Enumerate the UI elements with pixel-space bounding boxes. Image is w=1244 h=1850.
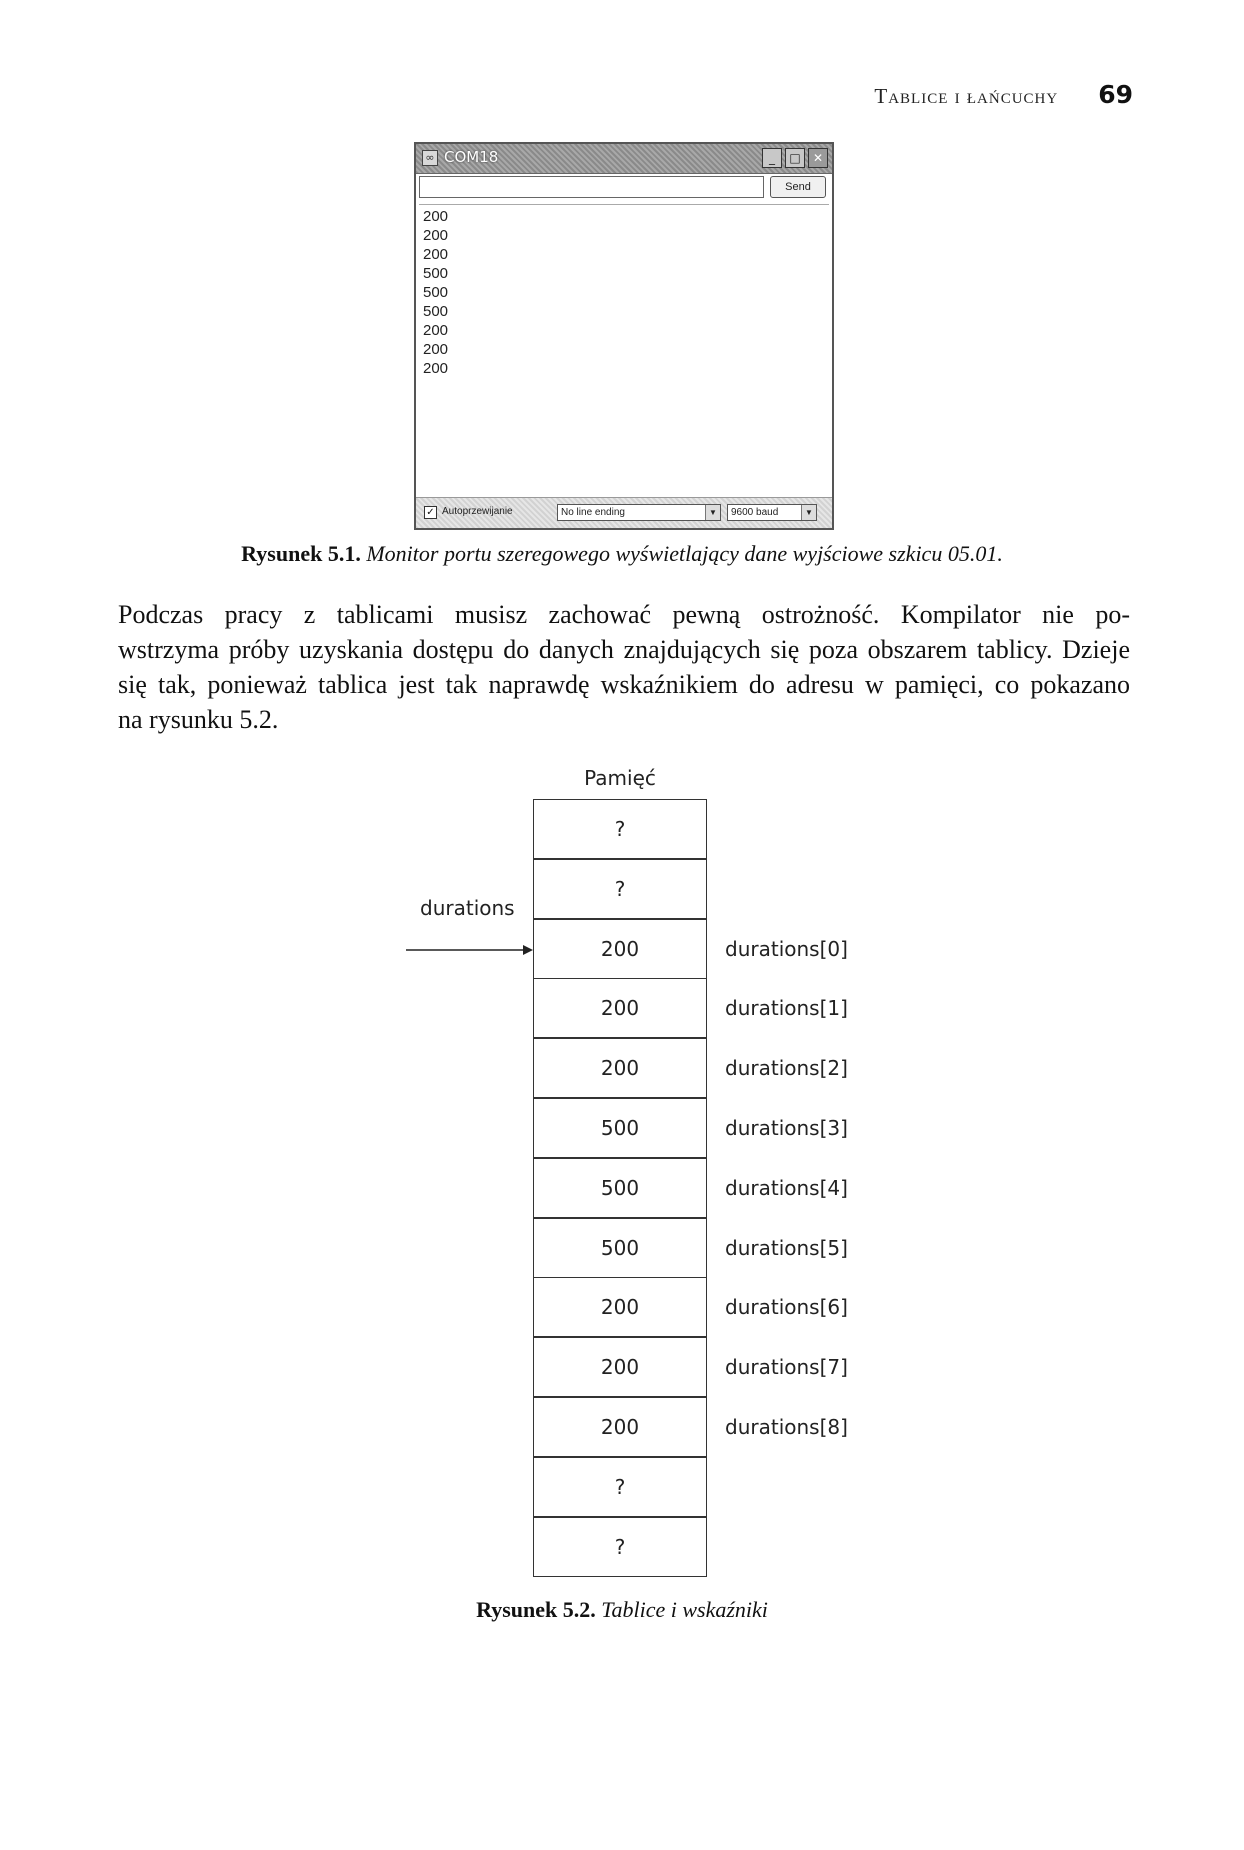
- figure-caption-1: [0, 541, 1244, 567]
- app-icon: ∞: [422, 150, 438, 166]
- paragraph-line: na rysunku 5.2.: [118, 705, 279, 734]
- chevron-down-icon: ▼: [705, 505, 720, 520]
- memory-cell: ?: [533, 1457, 707, 1517]
- caption-label: Rysunek 5.1.: [241, 541, 361, 566]
- memory-cell: 500: [533, 1218, 707, 1278]
- running-head-title: Tablice i łańcuchy: [874, 84, 1059, 108]
- status-bar: [416, 497, 832, 528]
- minimize-icon[interactable]: _: [762, 148, 782, 168]
- caption-label: Rysunek 5.2.: [476, 1597, 596, 1622]
- output-line: 200: [423, 227, 449, 244]
- memory-cell: 200: [533, 1038, 707, 1098]
- memory-cell-label: durations[4]: [725, 1175, 848, 1200]
- page-number: 69: [1098, 80, 1133, 109]
- output-line: 200: [423, 322, 449, 339]
- baud-rate-select[interactable]: [727, 504, 817, 521]
- memory-cell-label: durations[8]: [725, 1415, 848, 1439]
- output-line: 200: [423, 208, 449, 225]
- close-icon[interactable]: ✕: [808, 148, 828, 168]
- memory-cell: 200: [533, 1337, 707, 1397]
- send-row: [419, 176, 829, 200]
- autoscroll-checkbox[interactable]: ✓: [424, 506, 437, 519]
- caption-text: Tablice i wskaźniki: [601, 1597, 768, 1622]
- memory-cell-label: durations[0]: [725, 936, 848, 961]
- output-line: 200: [423, 360, 449, 377]
- memory-cell-label: durations[2]: [725, 1056, 848, 1081]
- memory-cell: ?: [533, 1517, 707, 1577]
- caption-text: Monitor portu szeregowego wyświetlający dane wyjściowe szkicu 05.01.: [366, 541, 1003, 566]
- memory-cell: 500: [533, 1098, 707, 1158]
- memory-cell: 200: [533, 919, 707, 979]
- memory-title: Pamięć: [584, 766, 656, 790]
- baud-rate-value: 9600 baud: [731, 507, 779, 518]
- window-titlebar[interactable]: [416, 144, 832, 174]
- paragraph-line: wstrzyma próby uzyskania dostępu do danych znajdujących się poza obszarem tablicy. Dzieje: [118, 635, 1130, 664]
- serial-input[interactable]: [419, 176, 764, 198]
- serial-monitor-window: [414, 142, 834, 530]
- memory-cell: ?: [533, 799, 707, 859]
- figure-caption-2: [0, 1597, 1244, 1623]
- pointer-label: durations: [420, 896, 515, 920]
- memory-cell-label: durations[7]: [725, 1355, 848, 1380]
- paragraph-line: Podczas pracy z tablicami musisz zachować pewną ostrożność. Kompilator nie po-: [118, 600, 1130, 629]
- window-title: COM18: [444, 148, 499, 166]
- memory-cell-label: durations[3]: [725, 1116, 848, 1140]
- memory-cell-label: durations[6]: [725, 1295, 848, 1320]
- chevron-down-icon: ▼: [801, 505, 816, 520]
- send-button[interactable]: Send: [770, 176, 826, 198]
- memory-cell: 200: [533, 1277, 707, 1337]
- memory-cell: 200: [533, 978, 707, 1038]
- memory-cell: ?: [533, 859, 707, 919]
- line-ending-select[interactable]: [557, 504, 721, 521]
- paragraph-line: się tak, ponieważ tablica jest tak naprawdę wskaźnikiem do adresu w pamięci, co pokazano: [118, 670, 1130, 699]
- pointer-arrow-icon: [406, 942, 536, 958]
- memory-cell-label: durations[5]: [725, 1235, 848, 1260]
- output-line: 200: [423, 246, 449, 263]
- running-head: [533, 80, 1133, 114]
- line-ending-value: No line ending: [561, 507, 625, 518]
- output-line: 500: [423, 284, 449, 301]
- autoscroll-label: Autoprzewijanie: [442, 506, 513, 517]
- body-paragraph: [118, 597, 1130, 737]
- output-line: 200: [423, 341, 449, 358]
- memory-cell-label: durations[1]: [725, 996, 848, 1021]
- maximize-icon[interactable]: □: [785, 148, 805, 168]
- memory-cell: 200: [533, 1397, 707, 1457]
- memory-cell: 500: [533, 1158, 707, 1218]
- output-line: 500: [423, 303, 449, 320]
- serial-output[interactable]: [419, 204, 829, 496]
- output-line: 500: [423, 265, 449, 282]
